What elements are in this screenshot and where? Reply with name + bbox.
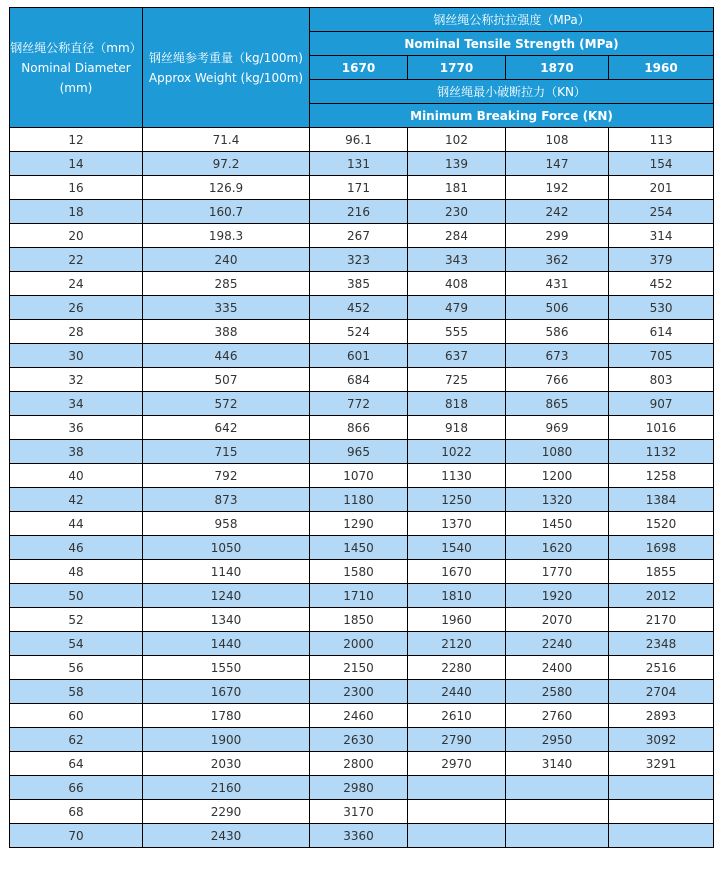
force-header-en: Minimum Breaking Force (KN) <box>310 104 714 128</box>
table-cell: 139 <box>408 152 506 176</box>
table-row <box>10 608 714 632</box>
table-cell: 772 <box>310 392 408 416</box>
table-cell: 1140 <box>143 560 310 584</box>
table-cell: 452 <box>310 296 408 320</box>
table-cell: 673 <box>506 344 609 368</box>
table-cell: 2970 <box>408 752 506 776</box>
table-cell: 34 <box>10 392 143 416</box>
table-cell: 2630 <box>310 728 408 752</box>
table-cell: 97.2 <box>143 152 310 176</box>
table-row <box>10 680 714 704</box>
table-cell: 126.9 <box>143 176 310 200</box>
diameter-header <box>10 8 143 128</box>
table-cell: 36 <box>10 416 143 440</box>
table-cell: 684 <box>310 368 408 392</box>
table-row <box>10 464 714 488</box>
table-cell: 32 <box>10 368 143 392</box>
table-cell: 96.1 <box>310 128 408 152</box>
table-row <box>10 512 714 536</box>
table-cell: 58 <box>10 680 143 704</box>
table-cell: 1450 <box>506 512 609 536</box>
table-cell: 1250 <box>408 488 506 512</box>
table-cell: 1132 <box>609 440 714 464</box>
table-cell: 1240 <box>143 584 310 608</box>
table-cell: 637 <box>408 344 506 368</box>
table-cell: 1670 <box>143 680 310 704</box>
table-cell: 2760 <box>506 704 609 728</box>
table-cell: 642 <box>143 416 310 440</box>
table-cell: 201 <box>609 176 714 200</box>
table-cell: 48 <box>10 560 143 584</box>
table-cell <box>408 800 506 824</box>
table-cell: 614 <box>609 320 714 344</box>
table-cell: 792 <box>143 464 310 488</box>
table-row <box>10 224 714 248</box>
table-cell: 2516 <box>609 656 714 680</box>
table-cell: 408 <box>408 272 506 296</box>
table-row <box>10 128 714 152</box>
table-cell: 1022 <box>408 440 506 464</box>
table-cell: 2030 <box>143 752 310 776</box>
table-cell: 216 <box>310 200 408 224</box>
table-cell: 601 <box>310 344 408 368</box>
table-cell: 2790 <box>408 728 506 752</box>
table-cell: 907 <box>609 392 714 416</box>
weight-header-cn: 钢丝绳参考重量（kg/100m) <box>149 51 303 65</box>
table-cell: 1850 <box>310 608 408 632</box>
table-cell: 965 <box>310 440 408 464</box>
table-cell: 40 <box>10 464 143 488</box>
table-cell: 242 <box>506 200 609 224</box>
weight-header <box>143 8 310 128</box>
table-cell: 343 <box>408 248 506 272</box>
table-cell: 3140 <box>506 752 609 776</box>
table-cell: 113 <box>609 128 714 152</box>
table-row <box>10 392 714 416</box>
table-cell: 64 <box>10 752 143 776</box>
table-body <box>10 128 714 848</box>
table-cell: 2800 <box>310 752 408 776</box>
table-cell: 60 <box>10 704 143 728</box>
table-cell <box>506 824 609 848</box>
table-cell: 18 <box>10 200 143 224</box>
table-cell: 50 <box>10 584 143 608</box>
table-cell: 2950 <box>506 728 609 752</box>
table-cell <box>408 776 506 800</box>
table-cell: 102 <box>408 128 506 152</box>
table-row <box>10 272 714 296</box>
table-cell: 12 <box>10 128 143 152</box>
table-cell: 362 <box>506 248 609 272</box>
table-cell <box>609 824 714 848</box>
diameter-header-unit: (mm) <box>59 81 93 95</box>
table-cell: 267 <box>310 224 408 248</box>
table-row <box>10 560 714 584</box>
table-cell: 379 <box>609 248 714 272</box>
table-cell: 62 <box>10 728 143 752</box>
table-cell: 22 <box>10 248 143 272</box>
table-cell: 1620 <box>506 536 609 560</box>
table-cell: 323 <box>310 248 408 272</box>
table-cell: 2000 <box>310 632 408 656</box>
diameter-header-en: Nominal Diameter <box>21 61 131 75</box>
table-cell: 160.7 <box>143 200 310 224</box>
table-cell: 240 <box>143 248 310 272</box>
table-cell: 2893 <box>609 704 714 728</box>
table-cell: 803 <box>609 368 714 392</box>
table-cell: 26 <box>10 296 143 320</box>
table-cell: 1960 <box>408 608 506 632</box>
table-cell: 42 <box>10 488 143 512</box>
table-cell: 131 <box>310 152 408 176</box>
table-cell: 766 <box>506 368 609 392</box>
table-cell: 299 <box>506 224 609 248</box>
table-cell: 866 <box>310 416 408 440</box>
table-header <box>10 8 714 128</box>
table-row <box>10 536 714 560</box>
table-cell: 3360 <box>310 824 408 848</box>
table-cell: 2160 <box>143 776 310 800</box>
table-cell: 1520 <box>609 512 714 536</box>
table-cell: 385 <box>310 272 408 296</box>
table-cell: 1200 <box>506 464 609 488</box>
table-row <box>10 416 714 440</box>
table-cell: 30 <box>10 344 143 368</box>
table-cell: 2430 <box>143 824 310 848</box>
force-header-cn: 钢丝绳最小破断拉力（KN） <box>310 80 714 104</box>
table-cell: 198.3 <box>143 224 310 248</box>
table-cell: 1070 <box>310 464 408 488</box>
table-cell: 2170 <box>609 608 714 632</box>
table-cell: 555 <box>408 320 506 344</box>
table-cell: 2300 <box>310 680 408 704</box>
table-cell: 44 <box>10 512 143 536</box>
table-cell: 446 <box>143 344 310 368</box>
table-row <box>10 584 714 608</box>
table-cell: 958 <box>143 512 310 536</box>
table-cell: 705 <box>609 344 714 368</box>
table-cell: 572 <box>143 392 310 416</box>
table-cell: 46 <box>10 536 143 560</box>
table-cell: 181 <box>408 176 506 200</box>
table-cell: 1580 <box>310 560 408 584</box>
table-cell: 1080 <box>506 440 609 464</box>
table-cell: 1130 <box>408 464 506 488</box>
table-cell: 3092 <box>609 728 714 752</box>
table-cell: 2280 <box>408 656 506 680</box>
table-cell: 507 <box>143 368 310 392</box>
wire-rope-spec-table <box>9 7 714 848</box>
table-cell: 2290 <box>143 800 310 824</box>
table-cell: 14 <box>10 152 143 176</box>
table-cell: 254 <box>609 200 714 224</box>
table-cell: 431 <box>506 272 609 296</box>
table-cell: 66 <box>10 776 143 800</box>
table-cell: 230 <box>408 200 506 224</box>
table-cell: 3170 <box>310 800 408 824</box>
table-row <box>10 440 714 464</box>
table-cell: 506 <box>506 296 609 320</box>
table-cell: 388 <box>143 320 310 344</box>
wire-rope-spec-table-wrapper <box>9 7 714 848</box>
table-cell: 1180 <box>310 488 408 512</box>
table-cell: 2440 <box>408 680 506 704</box>
table-row <box>10 704 714 728</box>
table-cell: 2240 <box>506 632 609 656</box>
table-cell: 1698 <box>609 536 714 560</box>
table-cell: 70 <box>10 824 143 848</box>
table-cell: 16 <box>10 176 143 200</box>
table-cell: 1670 <box>408 560 506 584</box>
table-cell: 1450 <box>310 536 408 560</box>
diameter-header-cn: 钢丝绳公称直径（mm） <box>10 41 142 55</box>
table-cell: 3291 <box>609 752 714 776</box>
table-cell: 52 <box>10 608 143 632</box>
table-row <box>10 728 714 752</box>
table-cell: 586 <box>506 320 609 344</box>
table-cell <box>506 776 609 800</box>
grade-header: 1770 <box>408 56 506 80</box>
table-cell: 2400 <box>506 656 609 680</box>
table-cell: 1540 <box>408 536 506 560</box>
table-cell: 1920 <box>506 584 609 608</box>
table-cell: 1550 <box>143 656 310 680</box>
table-cell: 20 <box>10 224 143 248</box>
table-cell: 2980 <box>310 776 408 800</box>
table-row <box>10 248 714 272</box>
table-row <box>10 296 714 320</box>
table-cell: 918 <box>408 416 506 440</box>
table-row <box>10 176 714 200</box>
table-cell: 2348 <box>609 632 714 656</box>
table-cell: 818 <box>408 392 506 416</box>
table-cell: 1050 <box>143 536 310 560</box>
table-row <box>10 200 714 224</box>
table-cell: 1780 <box>143 704 310 728</box>
table-cell: 38 <box>10 440 143 464</box>
table-cell: 1290 <box>310 512 408 536</box>
table-cell: 192 <box>506 176 609 200</box>
table-cell: 2120 <box>408 632 506 656</box>
table-cell: 969 <box>506 416 609 440</box>
table-cell: 314 <box>609 224 714 248</box>
table-cell: 524 <box>310 320 408 344</box>
table-row <box>10 752 714 776</box>
table-cell: 2704 <box>609 680 714 704</box>
table-cell: 1900 <box>143 728 310 752</box>
table-cell <box>506 800 609 824</box>
table-cell: 284 <box>408 224 506 248</box>
grade-header: 1960 <box>609 56 714 80</box>
table-cell: 24 <box>10 272 143 296</box>
table-cell <box>609 800 714 824</box>
table-cell: 2070 <box>506 608 609 632</box>
table-row <box>10 488 714 512</box>
table-cell: 171 <box>310 176 408 200</box>
table-cell: 147 <box>506 152 609 176</box>
table-cell: 1016 <box>609 416 714 440</box>
table-cell: 335 <box>143 296 310 320</box>
table-row <box>10 344 714 368</box>
table-row <box>10 656 714 680</box>
table-cell: 2460 <box>310 704 408 728</box>
table-cell: 1770 <box>506 560 609 584</box>
table-cell: 1370 <box>408 512 506 536</box>
table-cell: 28 <box>10 320 143 344</box>
table-cell: 715 <box>143 440 310 464</box>
table-row <box>10 824 714 848</box>
table-cell: 2610 <box>408 704 506 728</box>
table-cell: 154 <box>609 152 714 176</box>
table-cell: 68 <box>10 800 143 824</box>
table-cell: 285 <box>143 272 310 296</box>
table-cell: 479 <box>408 296 506 320</box>
table-cell: 1440 <box>143 632 310 656</box>
table-row <box>10 368 714 392</box>
table-cell: 452 <box>609 272 714 296</box>
table-cell: 2012 <box>609 584 714 608</box>
table-row <box>10 320 714 344</box>
table-cell: 725 <box>408 368 506 392</box>
table-cell: 1810 <box>408 584 506 608</box>
table-cell: 1320 <box>506 488 609 512</box>
table-cell: 1384 <box>609 488 714 512</box>
table-cell: 2150 <box>310 656 408 680</box>
table-row <box>10 632 714 656</box>
table-cell: 71.4 <box>143 128 310 152</box>
table-cell <box>408 824 506 848</box>
strength-header-en: Nominal Tensile Strength (MPa) <box>310 32 714 56</box>
table-cell: 56 <box>10 656 143 680</box>
table-cell: 873 <box>143 488 310 512</box>
table-row <box>10 800 714 824</box>
table-cell: 1258 <box>609 464 714 488</box>
table-row <box>10 776 714 800</box>
table-cell: 865 <box>506 392 609 416</box>
table-cell: 530 <box>609 296 714 320</box>
table-cell: 54 <box>10 632 143 656</box>
grade-header: 1670 <box>310 56 408 80</box>
table-cell: 108 <box>506 128 609 152</box>
table-cell: 1710 <box>310 584 408 608</box>
table-cell <box>609 776 714 800</box>
weight-header-en: Approx Weight (kg/100m) <box>148 71 304 85</box>
table-cell: 1340 <box>143 608 310 632</box>
table-cell: 2580 <box>506 680 609 704</box>
grade-header: 1870 <box>506 56 609 80</box>
table-cell: 1855 <box>609 560 714 584</box>
strength-header-cn: 钢丝绳公称抗拉强度（MPa） <box>310 8 714 32</box>
table-row <box>10 152 714 176</box>
